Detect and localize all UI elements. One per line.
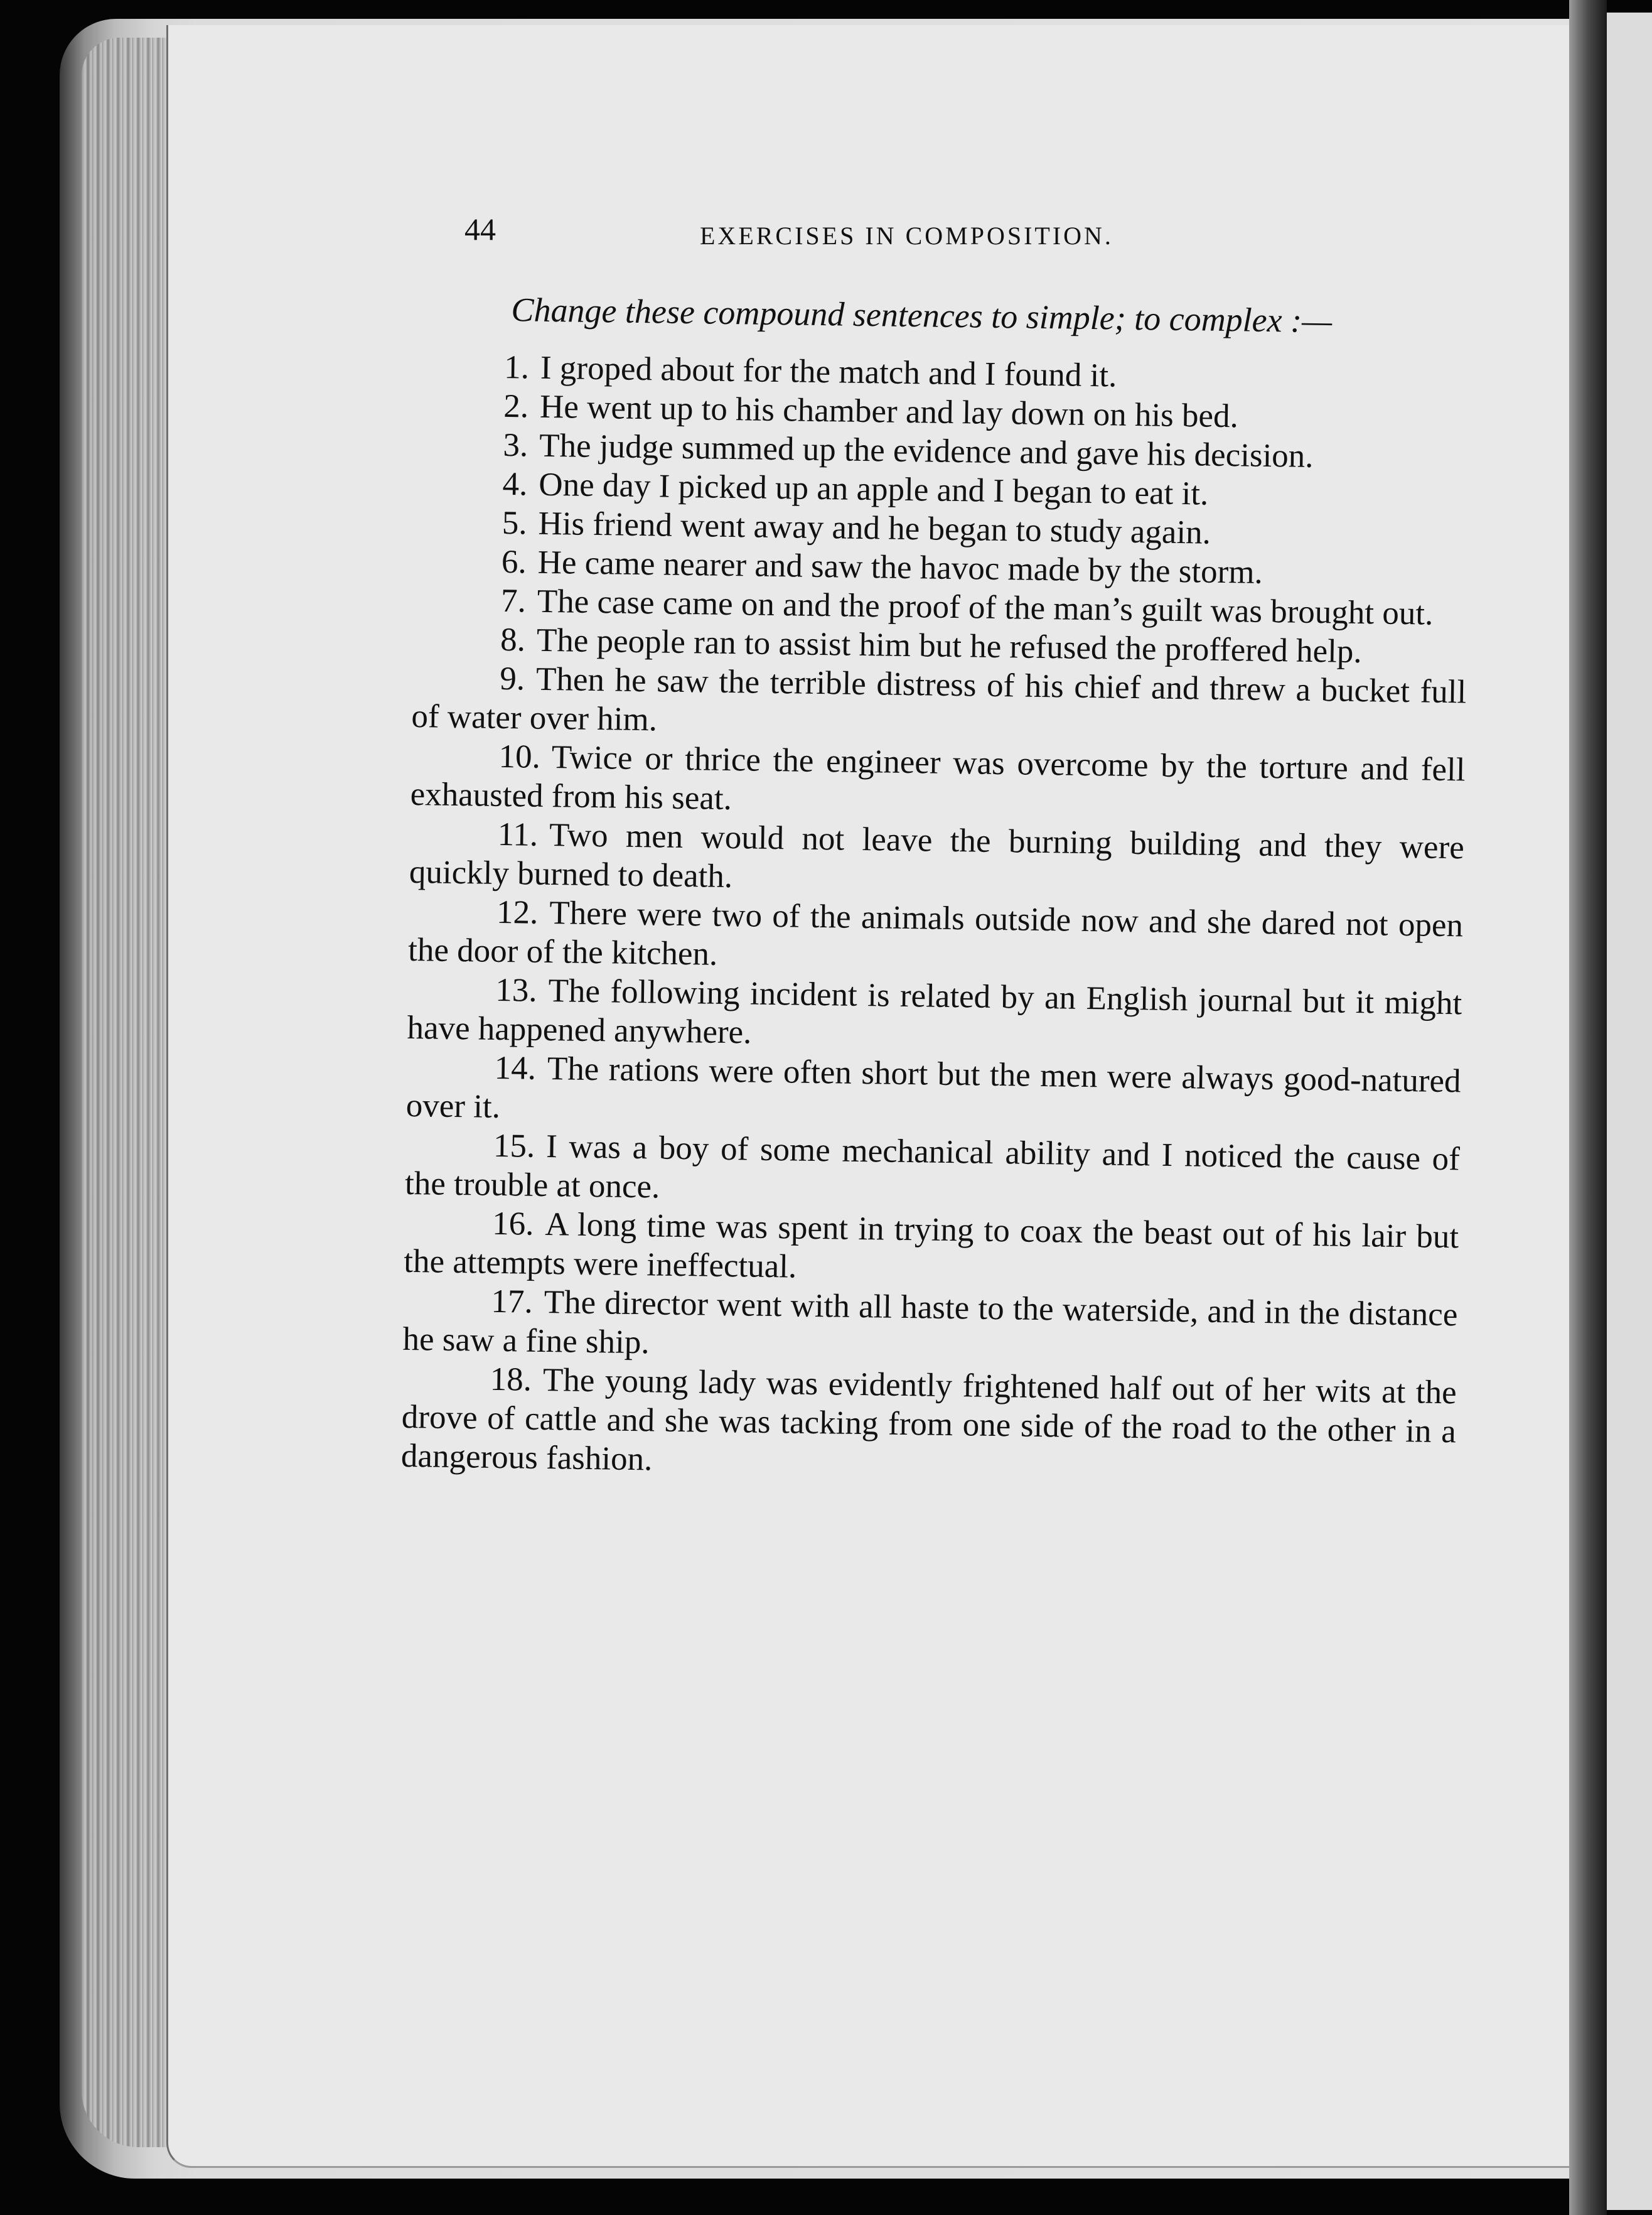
exercise-item: 8. The people ran to assist him but he refused the proffered help. — [500, 621, 1363, 671]
running-head — [464, 211, 1255, 261]
exercise-item: 10. Twice or thrice the engineer was overcome by the torture and fell exhausted from his seat. — [410, 738, 1466, 817]
exercise-item: 13. The following incident is related by an English journal but it might have happened anywhere. — [407, 971, 1462, 1051]
exercise-item: 14. The rations were often short but the men were always good-natured over it. — [405, 1049, 1461, 1125]
book-gutter — [1569, 0, 1607, 2215]
instruction-text: Change these compound sentences to simple; to complex :— — [511, 291, 1333, 340]
exercise-item: 6. He came nearer and saw the havoc made by the storm. — [501, 543, 1263, 591]
page-content — [401, 289, 1472, 1490]
page-number: 44 — [464, 212, 496, 247]
exercise-item: 1. I groped about for the match and I found it. — [503, 348, 1117, 394]
exercise-list — [401, 347, 1471, 1490]
exercise-item: 17. The director went with all haste to the waterside, and in the distance he saw a fine ship. — [402, 1283, 1458, 1361]
header-title: EXERCISES IN COMPOSITION. — [700, 222, 1113, 250]
exercise-item: 15. I was a boy of some mechanical ability and I noticed the cause of the trouble at once. — [404, 1127, 1461, 1205]
exercise-item: 5. His friend went away and he began to study again. — [501, 504, 1211, 551]
exercise-item: 2. He went up to his chamber and lay down on his bed. — [503, 387, 1239, 435]
exercise-item: 4. One day I picked up an apple and I began to eat it. — [502, 465, 1209, 512]
exercise-item: 7. The case came on and the proof of the man’s guilt was brought out. — [500, 582, 1434, 632]
exercise-item: 9. Then he saw the terrible distress of his chief and threw a bucket full of water over him. — [411, 660, 1467, 738]
exercise-item: 12. There were two of the animals outside now and she dared not open the door of the kitchen. — [407, 893, 1464, 973]
exercise-item: 11. Two men would not leave the burning building and they were quickly burned to death. — [409, 816, 1465, 895]
exercise-item: 3. The judge summed up the evidence and gave his decision. — [503, 426, 1314, 475]
exercise-item: 16. A long time was spent in trying to coax the beast out of his lair but the attempts were ineffectual. — [403, 1205, 1459, 1285]
exercise-item: 18. The young lady was evidently frightened half out of her wits at the drove of cattle and she was tacking from one side of the road to the other in a dangerous fashion. — [400, 1361, 1457, 1478]
facing-page-edge — [1607, 13, 1652, 2210]
